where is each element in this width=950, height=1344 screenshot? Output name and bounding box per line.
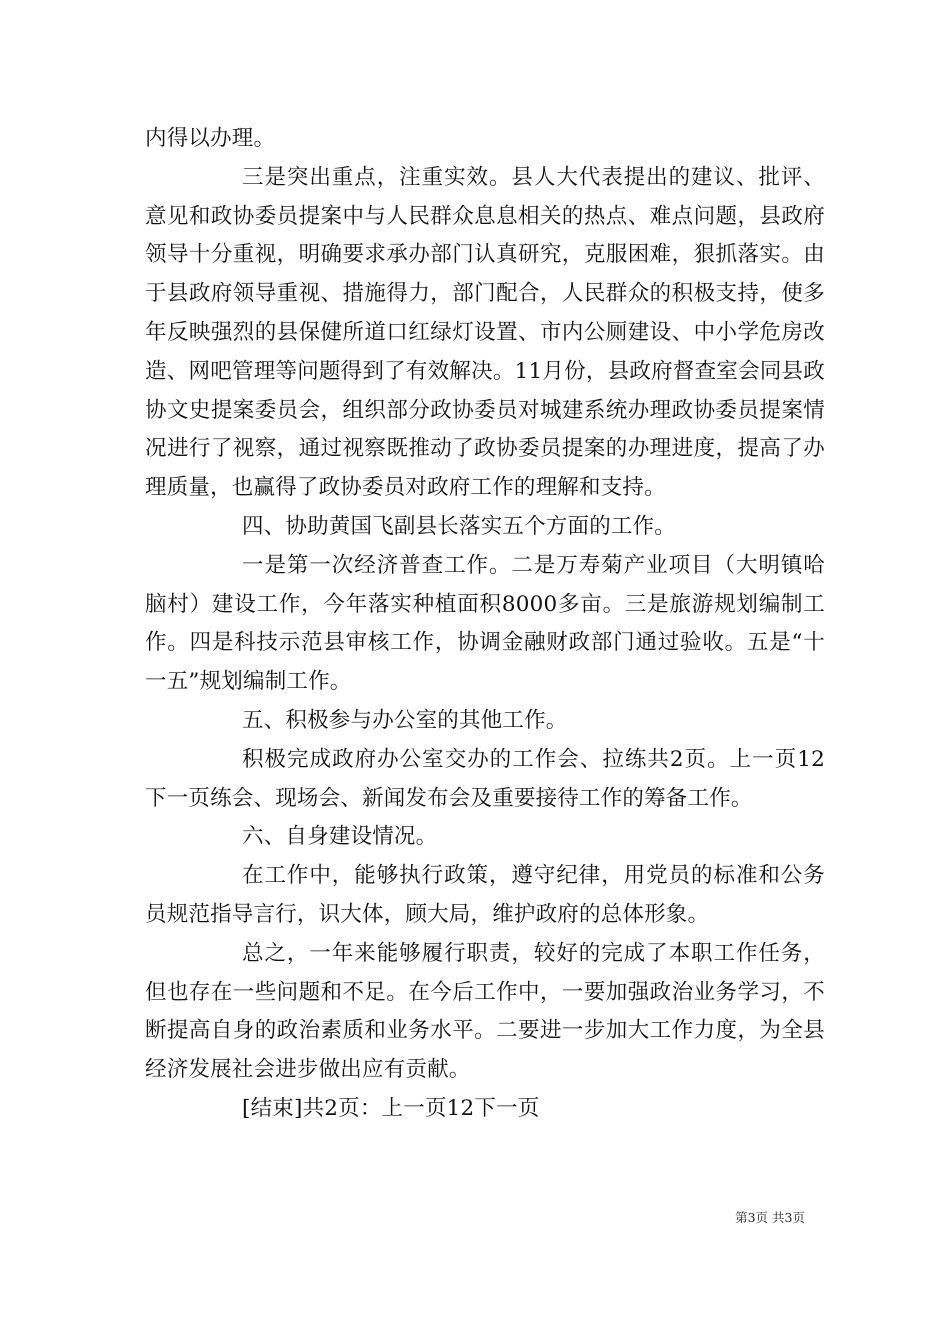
- page-footer: 第3页 共3页: [735, 1210, 805, 1225]
- paragraph-key-points: 三是突出重点，注重实效。县人大代表提出的建议、批评、意见和政协委员提案中与人民群众息息相关的热点、难点问题，县政府领导十分重视，明确要求承办部门认真研究，克服困难，狠抓落实。由于县政府领导重视、措施得力，部门配合，人民群众的积极支持，使多年反映强烈的县保健所道口红绿灯设置、市内公厕建设、中小学危房改造、网吧管理等问题得到了有效解决。11月份，县政府督查室会同县政协文史提案委员会，组织部分政协委员对城建系统办理政协委员提案情况进行了视察，通过视察既推动了政协委员提案的办理进度，提高了办理质量，也赢得了政协委员对政府工作的理解和支持。: [145, 164, 825, 501]
- section-heading-six: 六、自身建设情况。: [242, 824, 438, 850]
- paragraph-end-marker: [结束]共2页：上一页12下一页: [242, 1095, 540, 1121]
- paragraph-summary: 总之，一年来能够履行职责，较好的完成了本职工作任务，但也存在一些问题和不足。在今后工作中，一要加强政治业务学习，不断提高自身的政治素质和业务水平。二要进一步加大工作力度，为全县经济发展社会进步做出应有贡献。: [145, 940, 825, 1083]
- section-heading-four: 四、协助黄国飞副县长落实五个方面的工作。: [242, 513, 677, 539]
- paragraph-office-work: 积极完成政府办公室交办的工作会、拉练共2页。上一页12下一页练会、现场会、新闻发布会及重要接待工作的筹备工作。: [145, 746, 825, 811]
- section-heading-five: 五、积极参与办公室的其他工作。: [242, 707, 568, 733]
- paragraph-self-building: 在工作中，能够执行政策，遵守纪律，用党员的标准和公务员规范指导言行，识大体，顾大局，维护政府的总体形象。: [145, 863, 825, 927]
- paragraph-continuation: 内得以办理。: [145, 126, 276, 151]
- document-body: [145, 120, 825, 1129]
- paragraph-five-tasks: 一是第一次经济普查工作。二是万寿菊产业项目（大明镇哈脑村）建设工作，今年落实种植面积8000多亩。三是旅游规划编制工作。四是科技示范县审核工作，协调金融财政部门通过验收。五是“十一五”规划编制工作。: [145, 552, 825, 695]
